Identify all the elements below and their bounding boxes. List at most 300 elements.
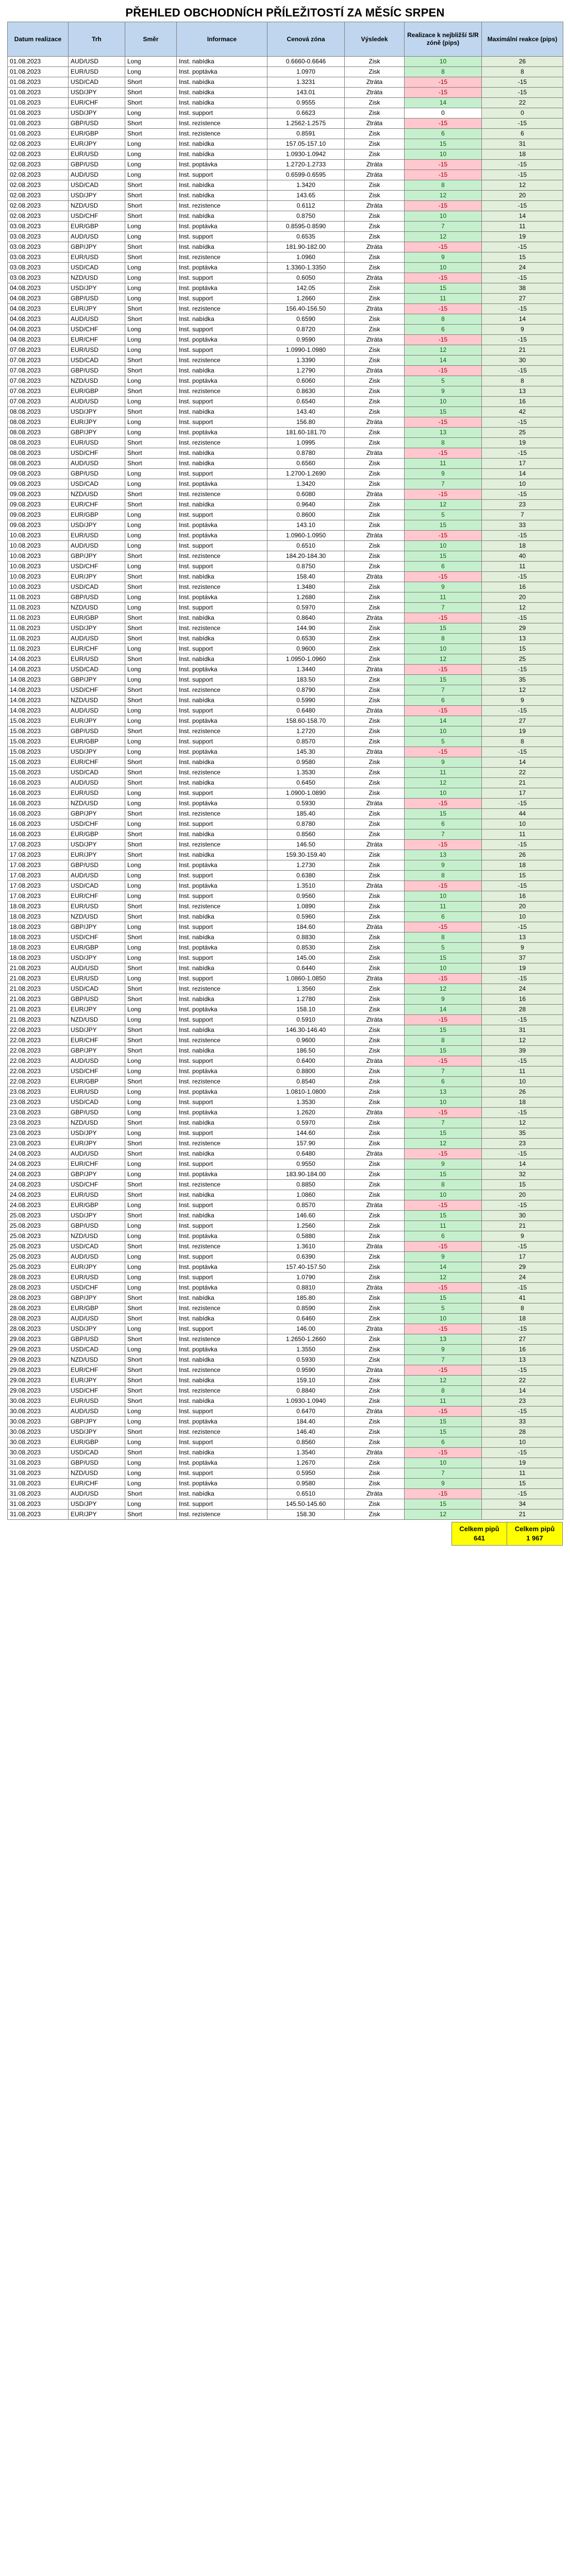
cell-result: Ztráta	[345, 242, 405, 252]
cell-pips: 9	[405, 582, 482, 592]
cell-max: 0	[482, 108, 563, 118]
cell-pair: EUR/USD	[69, 788, 125, 799]
cell-info: Inst. nabídka	[177, 191, 267, 201]
cell-pair: USD/CHF	[69, 1180, 125, 1190]
cell-pips: -15	[405, 531, 482, 541]
cell-price: 0.8780	[267, 819, 345, 829]
cell-max: 19	[482, 232, 563, 242]
cell-date: 18.08.2023	[8, 943, 69, 953]
cell-max: 34	[482, 1499, 563, 1510]
cell-result: Zisk	[345, 562, 405, 572]
cell-pair: NZD/USD	[69, 1468, 125, 1479]
cell-date: 14.08.2023	[8, 696, 69, 706]
cell-info: Inst. nabídka	[177, 211, 267, 222]
cell-pair: GBP/JPY	[69, 551, 125, 562]
cell-pips: 14	[405, 716, 482, 726]
cell-result: Ztráta	[345, 1149, 405, 1159]
cell-result: Zisk	[345, 1170, 405, 1180]
cell-pair: EUR/JPY	[69, 304, 125, 314]
cell-pips: 14	[405, 1005, 482, 1015]
cell-price: 0.8590	[267, 1303, 345, 1314]
cell-direction: Long	[125, 1015, 177, 1025]
cell-max: 31	[482, 1025, 563, 1036]
cell-pair: EUR/USD	[69, 438, 125, 448]
cell-direction: Long	[125, 520, 177, 531]
cell-pips: 10	[405, 788, 482, 799]
cell-result: Zisk	[345, 1231, 405, 1242]
cell-price: 145.50-145.60	[267, 1499, 345, 1510]
cell-pair: GBP/USD	[69, 160, 125, 170]
cell-pips: 6	[405, 819, 482, 829]
cell-pips: 9	[405, 252, 482, 263]
cell-pips: 10	[405, 57, 482, 67]
cell-pair: USD/CAD	[69, 665, 125, 675]
cell-max: 11	[482, 1468, 563, 1479]
cell-pair: USD/JPY	[69, 283, 125, 294]
cell-info: Inst. nabídka	[177, 1025, 267, 1036]
cell-price: 0.8750	[267, 211, 345, 222]
cell-direction: Short	[125, 850, 177, 860]
cell-pair: EUR/JPY	[69, 1139, 125, 1149]
cell-result: Zisk	[345, 180, 405, 191]
table-row	[8, 654, 563, 665]
cell-result: Zisk	[345, 984, 405, 994]
cell-result: Zisk	[345, 1036, 405, 1046]
cell-pips: 8	[405, 1036, 482, 1046]
cell-result: Zisk	[345, 850, 405, 860]
table-row	[8, 77, 563, 88]
table-row	[8, 1108, 563, 1118]
cell-price: 0.9580	[267, 757, 345, 768]
table-row	[8, 1170, 563, 1180]
cell-result: Ztráta	[345, 1283, 405, 1293]
cell-date: 24.08.2023	[8, 1170, 69, 1180]
table-row	[8, 799, 563, 809]
cell-max: -15	[482, 706, 563, 716]
cell-date: 29.08.2023	[8, 1376, 69, 1386]
cell-price: 1.0970	[267, 67, 345, 77]
table-row	[8, 531, 563, 541]
cell-pips: 9	[405, 1252, 482, 1262]
cell-date: 04.08.2023	[8, 314, 69, 325]
cell-pair: EUR/JPY	[69, 417, 125, 428]
cell-date: 22.08.2023	[8, 1077, 69, 1087]
table-row	[8, 520, 563, 531]
cell-price: 0.9590	[267, 1365, 345, 1376]
cell-pair: NZD/USD	[69, 799, 125, 809]
cell-pair: GBP/JPY	[69, 809, 125, 819]
cell-direction: Short	[125, 211, 177, 222]
cell-direction: Short	[125, 1149, 177, 1159]
cell-pair: EUR/CHF	[69, 644, 125, 654]
table-row	[8, 706, 563, 716]
cell-direction: Long	[125, 788, 177, 799]
cell-price: 184.20-184.30	[267, 551, 345, 562]
cell-direction: Long	[125, 1097, 177, 1108]
cell-pips: 9	[405, 1345, 482, 1355]
cell-max: 19	[482, 963, 563, 974]
cell-max: 33	[482, 520, 563, 531]
cell-max: -15	[482, 799, 563, 809]
cell-pair: USD/CHF	[69, 1283, 125, 1293]
cell-pair: EUR/GBP	[69, 129, 125, 139]
cell-pair: USD/JPY	[69, 1427, 125, 1437]
cell-price: 0.6440	[267, 963, 345, 974]
cell-result: Zisk	[345, 551, 405, 562]
cell-max: 37	[482, 953, 563, 963]
cell-max: 14	[482, 1159, 563, 1170]
cell-direction: Short	[125, 696, 177, 706]
cell-info: Inst. nabídka	[177, 572, 267, 582]
table-row	[8, 355, 563, 366]
cell-date: 01.08.2023	[8, 77, 69, 88]
cell-info: Inst. poptávka	[177, 1005, 267, 1015]
cell-result: Zisk	[345, 325, 405, 335]
cell-pips: 7	[405, 1468, 482, 1479]
cell-pips: 15	[405, 809, 482, 819]
cell-info: Inst. support	[177, 541, 267, 551]
cell-date: 24.08.2023	[8, 1180, 69, 1190]
cell-max: 13	[482, 386, 563, 397]
cell-direction: Long	[125, 1066, 177, 1077]
cell-pair: NZD/USD	[69, 1015, 125, 1025]
cell-price: 159.10	[267, 1376, 345, 1386]
cell-info: Inst. support	[177, 510, 267, 520]
table-row	[8, 180, 563, 191]
cell-max: 12	[482, 1036, 563, 1046]
cell-max: 15	[482, 252, 563, 263]
cell-price: 1.3540	[267, 1448, 345, 1458]
cell-pair: GBP/USD	[69, 1458, 125, 1468]
cell-direction: Long	[125, 1499, 177, 1510]
cell-result: Ztráta	[345, 1056, 405, 1066]
cell-direction: Short	[125, 1334, 177, 1345]
cell-date: 17.08.2023	[8, 840, 69, 850]
cell-pips: -15	[405, 160, 482, 170]
cell-info: Inst. nabídka	[177, 139, 267, 149]
cell-direction: Short	[125, 242, 177, 252]
cell-price: 0.8560	[267, 829, 345, 840]
table-body	[8, 57, 563, 1520]
cell-direction: Short	[125, 252, 177, 263]
cell-max: 35	[482, 1128, 563, 1139]
cell-price: 0.8720	[267, 325, 345, 335]
cell-price: 145.30	[267, 747, 345, 757]
cell-date: 31.08.2023	[8, 1489, 69, 1499]
cell-result: Zisk	[345, 994, 405, 1005]
cell-pips: 5	[405, 510, 482, 520]
cell-pair: EUR/JPY	[69, 1376, 125, 1386]
cell-price: 1.2720-1.2733	[267, 160, 345, 170]
cell-direction: Long	[125, 1128, 177, 1139]
cell-info: Inst. support	[177, 1499, 267, 1510]
cell-max: -15	[482, 974, 563, 984]
cell-max: 32	[482, 1170, 563, 1180]
cell-date: 10.08.2023	[8, 562, 69, 572]
cell-max: 23	[482, 1396, 563, 1406]
cell-max: 42	[482, 407, 563, 417]
cell-result: Zisk	[345, 1211, 405, 1221]
table-row	[8, 304, 563, 314]
cell-pair: EUR/CHF	[69, 1036, 125, 1046]
cell-pips: -15	[405, 1489, 482, 1499]
cell-price: 156.80	[267, 417, 345, 428]
cell-pips: 14	[405, 1262, 482, 1273]
cell-pips: -15	[405, 840, 482, 850]
cell-info: Inst. rezistence	[177, 386, 267, 397]
cell-max: 15	[482, 1180, 563, 1190]
table-row	[8, 665, 563, 675]
cell-price: 146.30-146.40	[267, 1025, 345, 1036]
cell-info: Inst. rezistence	[177, 1365, 267, 1376]
cell-price: 0.6540	[267, 397, 345, 407]
table-row	[8, 922, 563, 933]
cell-pair: GBP/JPY	[69, 242, 125, 252]
cell-pair: USD/JPY	[69, 623, 125, 634]
cell-result: Ztráta	[345, 160, 405, 170]
cell-max: 18	[482, 149, 563, 160]
cell-max: -15	[482, 747, 563, 757]
cell-price: 183.90-184.00	[267, 1170, 345, 1180]
cell-date: 11.08.2023	[8, 644, 69, 654]
cell-pips: 12	[405, 984, 482, 994]
cell-direction: Short	[125, 386, 177, 397]
cell-pips: -15	[405, 417, 482, 428]
cell-info: Inst. nabídka	[177, 1314, 267, 1324]
cell-date: 03.08.2023	[8, 232, 69, 242]
cell-date: 31.08.2023	[8, 1510, 69, 1520]
table-row	[8, 994, 563, 1005]
cell-direction: Short	[125, 726, 177, 737]
cell-info: Inst. nabídka	[177, 180, 267, 191]
cell-date: 22.08.2023	[8, 1056, 69, 1066]
cell-max: 19	[482, 726, 563, 737]
cell-max: -15	[482, 1056, 563, 1066]
cell-result: Ztráta	[345, 1324, 405, 1334]
cell-direction: Long	[125, 974, 177, 984]
cell-date: 23.08.2023	[8, 1128, 69, 1139]
cell-pips: 8	[405, 180, 482, 191]
cell-info: Inst. support	[177, 1128, 267, 1139]
cell-pips: -15	[405, 1365, 482, 1376]
cell-result: Zisk	[345, 675, 405, 685]
cell-info: Inst. nabídka	[177, 654, 267, 665]
cell-direction: Short	[125, 1293, 177, 1303]
table-row	[8, 840, 563, 850]
cell-max: 29	[482, 1262, 563, 1273]
cell-pips: 9	[405, 1479, 482, 1489]
table-row	[8, 1468, 563, 1479]
cell-price: 0.5910	[267, 1015, 345, 1025]
table-row	[8, 1015, 563, 1025]
cell-pips: 14	[405, 355, 482, 366]
table-row	[8, 902, 563, 912]
cell-result: Zisk	[345, 520, 405, 531]
cell-date: 23.08.2023	[8, 1118, 69, 1128]
cell-pips: 6	[405, 1077, 482, 1087]
cell-result: Ztráta	[345, 747, 405, 757]
cell-info: Inst. rezistence	[177, 1427, 267, 1437]
cell-date: 01.08.2023	[8, 108, 69, 118]
table-row	[8, 118, 563, 129]
cell-result: Zisk	[345, 1479, 405, 1489]
cell-pair: USD/JPY	[69, 747, 125, 757]
cell-max: -15	[482, 1489, 563, 1499]
cell-pips: -15	[405, 77, 482, 88]
table-row	[8, 1128, 563, 1139]
cell-price: 146.60	[267, 1211, 345, 1221]
cell-pips: -15	[405, 118, 482, 129]
cell-pair: GBP/USD	[69, 1108, 125, 1118]
cell-info: Inst. rezistence	[177, 355, 267, 366]
cell-price: 158.30	[267, 1510, 345, 1520]
cell-price: 1.0810-1.0800	[267, 1087, 345, 1097]
cell-result: Zisk	[345, 737, 405, 747]
cell-result: Zisk	[345, 685, 405, 696]
cell-pair: USD/CAD	[69, 1448, 125, 1458]
cell-direction: Long	[125, 335, 177, 345]
cell-pair: USD/CAD	[69, 263, 125, 273]
cell-result: Zisk	[345, 345, 405, 355]
total-pips-value: 641	[474, 1534, 485, 1542]
cell-max: -15	[482, 1324, 563, 1334]
table-row	[8, 242, 563, 252]
cell-max: 22	[482, 1376, 563, 1386]
cell-max: 27	[482, 716, 563, 726]
cell-pips: 12	[405, 1376, 482, 1386]
cell-pips: -15	[405, 1200, 482, 1211]
cell-info: Inst. support	[177, 397, 267, 407]
cell-date: 17.08.2023	[8, 860, 69, 871]
cell-max: 7	[482, 510, 563, 520]
cell-pips: 10	[405, 397, 482, 407]
cell-pair: USD/CHF	[69, 211, 125, 222]
cell-max: -15	[482, 417, 563, 428]
table-row	[8, 1087, 563, 1097]
cell-max: 31	[482, 139, 563, 149]
cell-direction: Long	[125, 67, 177, 77]
cell-direction: Long	[125, 1458, 177, 1468]
cell-result: Ztráta	[345, 840, 405, 850]
cell-result: Zisk	[345, 1273, 405, 1283]
cell-info: Inst. support	[177, 603, 267, 613]
cell-result: Ztráta	[345, 922, 405, 933]
cell-info: Inst. poptávka	[177, 1108, 267, 1118]
cell-pips: 12	[405, 500, 482, 510]
cell-info: Inst. support	[177, 273, 267, 283]
cell-info: Inst. poptávka	[177, 799, 267, 809]
cell-direction: Long	[125, 860, 177, 871]
cell-pair: EUR/USD	[69, 1190, 125, 1200]
cell-pair: NZD/USD	[69, 912, 125, 922]
cell-price: 144.60	[267, 1128, 345, 1139]
cell-result: Zisk	[345, 211, 405, 222]
cell-pips: 12	[405, 191, 482, 201]
cell-info: Inst. poptávka	[177, 520, 267, 531]
cell-date: 02.08.2023	[8, 139, 69, 149]
cell-pips: 15	[405, 1211, 482, 1221]
table-row	[8, 1386, 563, 1396]
cell-price: 1.0930-1.0940	[267, 1396, 345, 1406]
cell-pips: 8	[405, 1180, 482, 1190]
cell-price: 0.6380	[267, 871, 345, 881]
cell-direction: Short	[125, 1118, 177, 1128]
cell-direction: Short	[125, 77, 177, 88]
cell-price: 1.3420	[267, 479, 345, 489]
cell-direction: Short	[125, 933, 177, 943]
cell-max: 21	[482, 1510, 563, 1520]
cell-info: Inst. nabídka	[177, 1046, 267, 1056]
cell-price: 0.8800	[267, 1066, 345, 1077]
cell-pips: 9	[405, 860, 482, 871]
cell-info: Inst. poptávka	[177, 376, 267, 386]
table-row	[8, 232, 563, 242]
cell-info: Inst. rezistence	[177, 1242, 267, 1252]
cell-direction: Short	[125, 840, 177, 850]
table-row	[8, 129, 563, 139]
cell-info: Inst. nabídka	[177, 448, 267, 459]
cell-price: 142.05	[267, 283, 345, 294]
table-row	[8, 252, 563, 263]
cell-result: Zisk	[345, 57, 405, 67]
cell-info: Inst. poptávka	[177, 1262, 267, 1273]
cell-price: 0.8810	[267, 1283, 345, 1293]
cell-date: 08.08.2023	[8, 417, 69, 428]
cell-direction: Short	[125, 582, 177, 592]
cell-direction: Long	[125, 1221, 177, 1231]
cell-direction: Short	[125, 407, 177, 417]
table-row	[8, 294, 563, 304]
cell-pips: 12	[405, 654, 482, 665]
cell-info: Inst. poptávka	[177, 881, 267, 891]
cell-date: 30.08.2023	[8, 1437, 69, 1448]
cell-info: Inst. poptávka	[177, 222, 267, 232]
cell-price: 184.60	[267, 922, 345, 933]
cell-pair: GBP/USD	[69, 366, 125, 376]
cell-direction: Long	[125, 345, 177, 355]
cell-pips: -15	[405, 572, 482, 582]
table-header-row	[8, 22, 563, 57]
table-row	[8, 1479, 563, 1489]
cell-pips: 11	[405, 294, 482, 304]
cell-pips: -15	[405, 1108, 482, 1118]
cell-result: Zisk	[345, 1499, 405, 1510]
cell-direction: Long	[125, 325, 177, 335]
cell-direction: Long	[125, 1345, 177, 1355]
cell-max: -15	[482, 170, 563, 180]
cell-info: Inst. rezistence	[177, 582, 267, 592]
cell-price: 1.2562-1.2575	[267, 118, 345, 129]
cell-price: 0.6530	[267, 634, 345, 644]
cell-price: 1.2680	[267, 592, 345, 603]
cell-pips: -15	[405, 747, 482, 757]
cell-pips: 10	[405, 891, 482, 902]
cell-price: 0.6460	[267, 1314, 345, 1324]
table-row	[8, 1159, 563, 1170]
cell-max: 10	[482, 1437, 563, 1448]
cell-result: Zisk	[345, 314, 405, 325]
cell-direction: Short	[125, 201, 177, 211]
cell-info: Inst. rezistence	[177, 902, 267, 912]
cell-date: 11.08.2023	[8, 634, 69, 644]
cell-max: -15	[482, 1406, 563, 1417]
cell-result: Zisk	[345, 654, 405, 665]
cell-price: 0.6590	[267, 314, 345, 325]
cell-result: Zisk	[345, 1355, 405, 1365]
cell-info: Inst. rezistence	[177, 551, 267, 562]
cell-pair: EUR/USD	[69, 149, 125, 160]
cell-pair: USD/CHF	[69, 933, 125, 943]
